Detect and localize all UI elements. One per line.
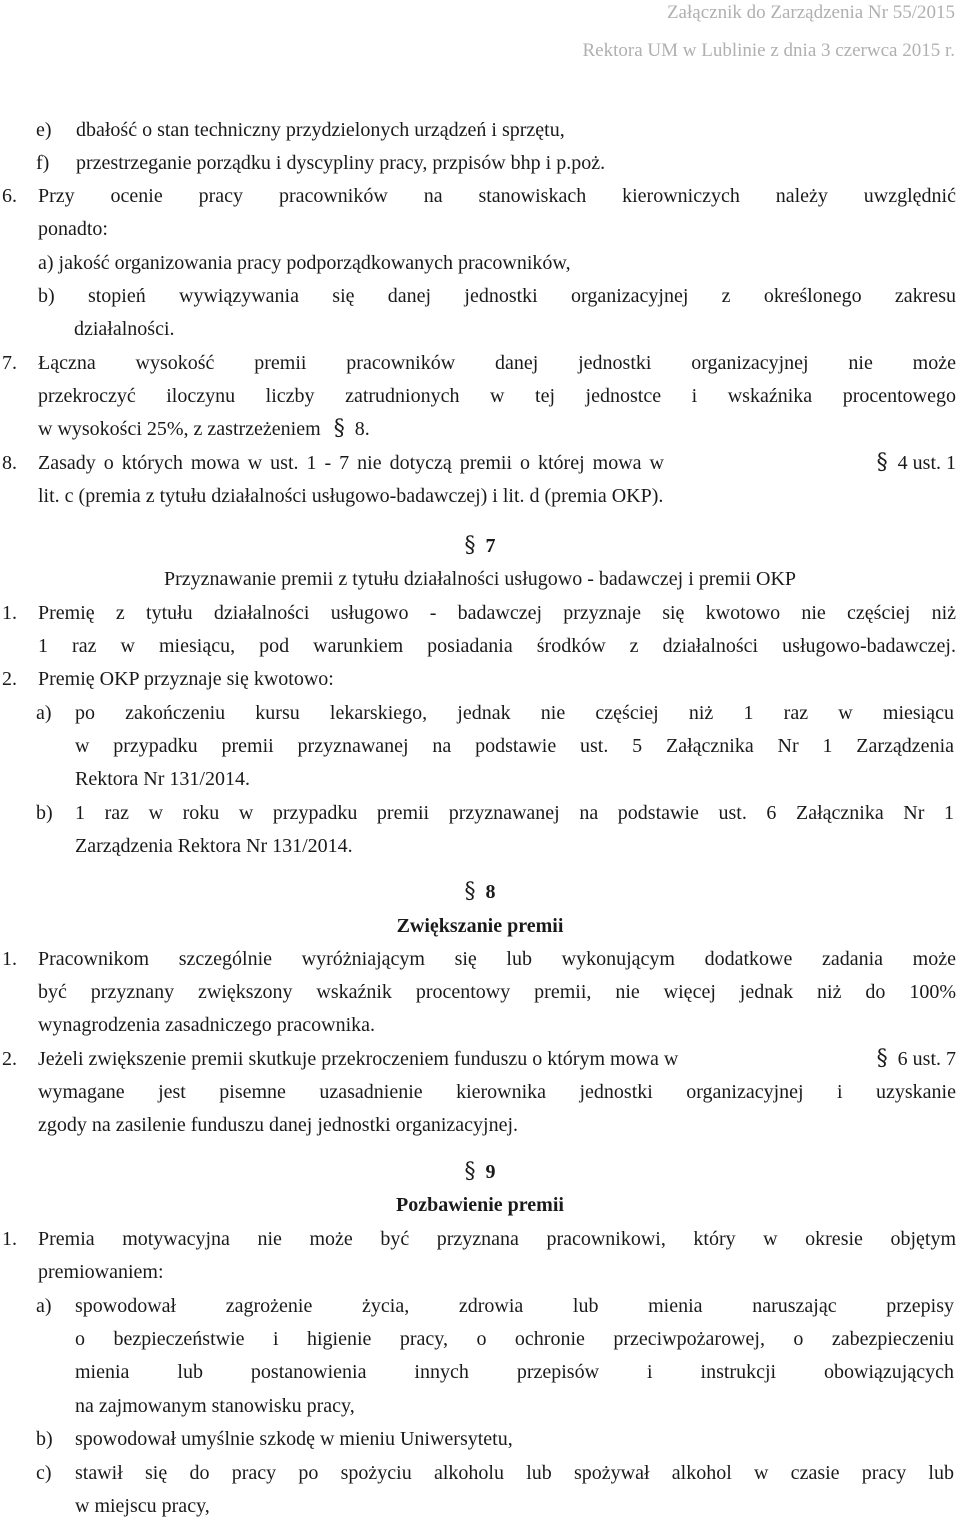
section-9-item-a-line-1: a) spowodował zagrożenie życia, zdrowia lub mienia naruszając przepisy: [36, 1295, 954, 1317]
section-7-item-a-line-2: w przypadku premii przyznawanej na podstawie ust. 5 Załącznika Nr 1 Zarządzenia: [75, 735, 954, 757]
section-9-item-c-line-1: c) stawił się do pracy po spożyciu alkoholu lub spożywał alkohol w czasie pracy lub: [36, 1462, 954, 1484]
section-9-title: Pozbawienie premii: [396, 1194, 564, 1216]
paragraph-6-line-2: ponadto:: [38, 218, 108, 240]
section-8-title: Zwiększanie premii: [396, 915, 564, 937]
section-8-point-1-line-1: 1. Pracownikom szczególnie wyróżniającym się lub wykonującym dodatkowe zadania może: [2, 948, 956, 970]
section-8-point-2-line-1: 2. Jeżeli zwiększenie premii skutkuje przekroczeniem funduszu o którym mowa w § 6 ust. 7: [2, 1046, 956, 1071]
section-9-item-a-line-4: na zajmowanym stanowisku pracy,: [75, 1395, 355, 1417]
section-9-item-a-line-3: mienia lub postanowienia innych przepisów i instrukcji obowiązujących: [75, 1361, 954, 1383]
section-sign: §: [464, 533, 476, 558]
list-item-e: e) dbałość o stan techniczny przydzielonych urządzeń i sprzętu,: [36, 119, 565, 141]
section-sign: §: [464, 879, 476, 904]
section-8-heading: § 8: [464, 879, 496, 904]
paragraph-6-item-b-line-2: działalności.: [74, 318, 175, 340]
section-sign: §: [464, 1159, 476, 1184]
list-item-f: f) przestrzeganie porządku i dyscypliny pracy, przpisów bhp i p.poż.: [36, 152, 606, 174]
section-8-point-2-line-3: zgody na zasilenie funduszu danej jednostki organizacyjnej.: [38, 1114, 519, 1136]
paragraph-8-line-1: 8. Zasady o których mowa w ust. 1 - 7 nie dotyczą premii o której mowa w § 4 ust. 1: [2, 450, 956, 475]
section-sign: §: [876, 450, 888, 475]
section-7-title: Przyznawanie premii z tytułu działalności usługowo - badawczej i premii OKP: [163, 568, 797, 590]
paragraph-7-line-2: przekroczyć iloczynu liczby zatrudnionych w tej jednostce i wskaźnika procentowego: [38, 385, 956, 407]
section-7-heading: § 7: [464, 533, 496, 558]
section-9-point-1-line-2: premiowaniem:: [38, 1261, 164, 1283]
header-rector-line: Rektora UM w Lublinie z dnia 3 czerwca 2015 r.: [582, 40, 955, 61]
paragraph-6-item-b-line-1: b) stopień wywiązywania się danej jednostki organizacyjnej z określonego zakresu: [38, 285, 956, 307]
section-7-item-b-line-2: Zarządzenia Rektora Nr 131/2014.: [75, 835, 353, 857]
paragraph-7-line-1: 7. Łączna wysokość premii pracowników danej jednostki organizacyjnej nie może: [2, 352, 956, 374]
section-7-item-a-line-3: Rektora Nr 131/2014.: [75, 768, 250, 790]
section-8-point-2-line-2: wymagane jest pisemne uzasadnienie kierownika jednostki organizacyjnej i uzyskanie: [38, 1081, 956, 1103]
section-9-item-b: b) spowodował umyślnie szkodę w mieniu Uniwersytetu,: [36, 1428, 513, 1450]
section-sign: §: [333, 416, 345, 441]
paragraph-6-item-a: a) jakość organizowania pracy podporządkowanych pracowników,: [38, 252, 571, 274]
section-9-heading: § 9: [464, 1159, 496, 1184]
section-9-point-1-line-1: 1. Premia motywacyjna nie może być przyznana pracownikowi, który w okresie objętym: [2, 1228, 956, 1250]
section-sign: §: [876, 1046, 888, 1071]
section-8-point-1-line-3: wynagrodzenia zasadniczego pracownika.: [38, 1014, 376, 1036]
section-7-point-1-line-2: 1 raz w miesiącu, pod warunkiem posiadania środków z działalności usługowo-badawczej.: [38, 635, 956, 657]
section-9-item-a-line-2: o bezpieczeństwie i higienie pracy, o ochronie przeciwpożarowej, o zabezpieczeniu: [75, 1328, 954, 1350]
section-8-point-1-line-2: być przyznany zwiększony wskaźnik procentowy premii, nie więcej jednak niż do 100%: [38, 981, 956, 1003]
section-7-item-a-line-1: a) po zakończeniu kursu lekarskiego, jednak nie częściej niż 1 raz w miesiącu: [36, 702, 954, 724]
paragraph-6-line-1: 6. Przy ocenie pracy pracowników na stanowiskach kierowniczych należy uwzględnić: [2, 185, 956, 207]
section-7-item-b-line-1: b) 1 raz w roku w przypadku premii przyznawanej na podstawie ust. 6 Załącznika Nr 1: [36, 802, 954, 824]
paragraph-8-line-2: lit. c (premia z tytułu działalności usługowo-badawczej) i lit. d (premia OKP).: [38, 485, 664, 507]
section-7-point-1-line-1: 1. Premię z tytułu działalności usługowo - badawczej przyznaje się kwotowo nie częściej niż: [2, 602, 956, 624]
paragraph-7-line-3: w wysokości 25%, z zastrzeżeniem § 8.: [38, 416, 370, 441]
section-9-item-c-line-2: w miejscu pracy,: [75, 1495, 210, 1517]
section-7-point-2: 2. Premię OKP przyznaje się kwotowo:: [2, 668, 334, 690]
header-attachment-line: Załącznik do Zarządzenia Nr 55/2015: [666, 2, 955, 23]
